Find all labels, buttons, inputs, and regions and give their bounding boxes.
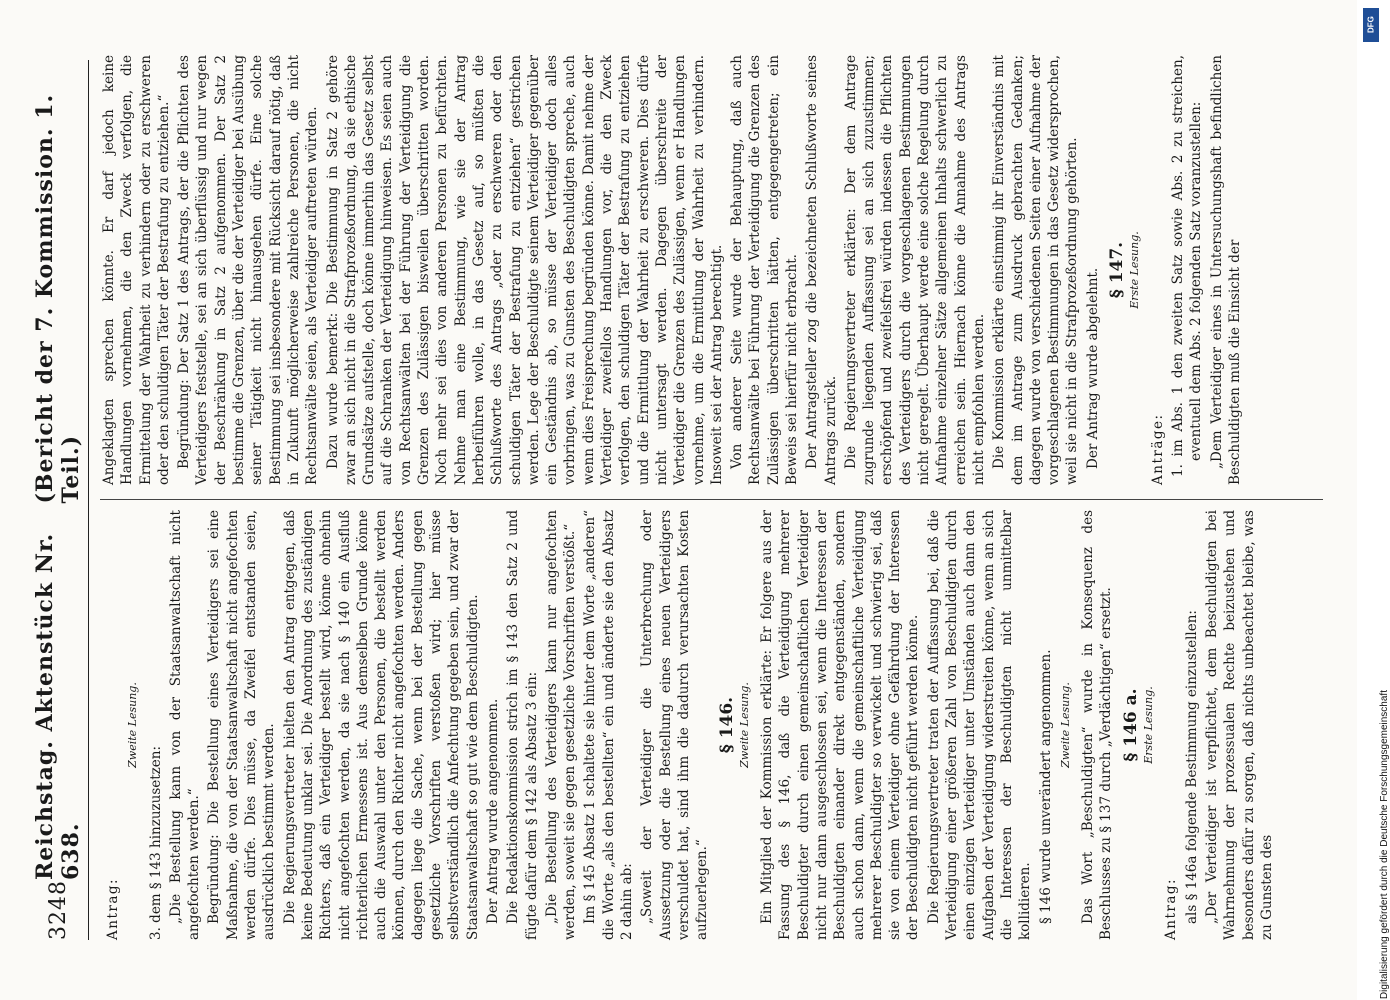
paragraph: Die Regierungsvertreter traten der Auffassung bei, daß die Verteidigung einer größeren Zahl von Beschuldigten durch einen einzigen Verteidiger unter Umständen auch dann den Aufgaben der Verteidigung widerstreiten könne, wenn an sich die Interessen der Beschuldigten nicht unmittelbar kollidieren. xyxy=(925,510,1034,940)
quoted-paragraph: „Soweit der Verteidiger die Unterbrechung oder Aussetzung oder die Bestellung eines neuen Verteidigers verschuldet hat, sind ihm die dadurch verursachten Kosten aufzuerlegen.“ xyxy=(639,510,711,940)
quoted-paragraph: „Die Bestellung des Verteidigers kann nur angefochten werden, soweit sie gegen gesetzliche Vorschriften verstößt.“ xyxy=(543,510,579,940)
column-divider xyxy=(100,499,1323,500)
paragraph: § 146 wurde unverändert angenommen. xyxy=(1037,649,1054,924)
paragraph: Von anderer Seite wurde der Behauptung, daß auch Rechtsanwälte bei Führung der Verteidigung die Grenzen des Zulässigen überschritten hätten, entgegengetreten; ein Beweis sei hierfür nicht erbracht. xyxy=(729,55,800,485)
dfg-logo: DFG xyxy=(1363,8,1379,42)
reading-label: Erste Lesung. xyxy=(1128,231,1142,309)
antraege-label: Anträge: xyxy=(1149,413,1166,485)
paragraph: Begründung: Die Bestellung eines Verteidigers sei eine Maßnahme, die von der Staatsanwaltschaft nicht angefochten werden dürfe. Dies müsse, da Zweifel entstanden seien, ausdrücklich bestimmt werden. xyxy=(206,510,278,940)
section-heading: § 146. xyxy=(716,696,737,754)
paragraph: Dazu wurde bemerkt: Die Bestimmung in Satz 2 gehöre zwar an sich nicht in die Strafprozeßordnung, da sie ethische Grundsätze aufstelle, doch könne immerhin das Gesetz selbst auf die Schranken der Verteidigung hinweisen. Es seien auch von Rechtsanwälten bei der Führung der Verteidigung die Grenzen des Zulässigen bisweilen überschritten worden. Noch mehr sei dies von anderen Personen zu befürchten. Nehme man eine Bestimmung, wie sie der Antrag herbeiführen wolle, in das Gesetz auf, so müßten die Schlußworte des Antrags „oder zu erschweren oder den schuldigen Täter der Bestrafung zu entziehen“ gestrichen werden. Lege der Beschuldigte seinem Verteidiger gegenüber ein Geständnis ab, so müsse der Verteidiger doch alles vorbringen, was zu Gunsten des Beschuldigten spreche, auch wenn dies Freisprechung begründen könne. Damit nehme der Verteidiger zweifellos Handlungen vor, die den Zweck verfolgen, den schuldigen Täter der Bestrafung zu entziehen und die Ermittlung der Wahrheit zu erschweren. Dies dürfe nicht untersagt werden. Dagegen überschreite der Verteidiger die Grenzen des Zulässigen, wenn er Handlungen vornehme, um die Ermittlung der Wahrheit zu verhindern. Insoweit sei der Antrag berechtigt. xyxy=(324,55,725,485)
section-heading: § 147. xyxy=(1107,241,1128,299)
reading-label: Zweite Lesung. xyxy=(126,682,140,768)
paragraph: Die Regierungsvertreter erklärten: Der dem Antrage zugrunde liegenden Auffassung sei an sich zuzustimmen; erschöpfend und zweifelsfrei würden indessen die Pflichten des Verteidigers durch die vorgeschlagenen Bestimmungen nicht geregelt. Überhaupt werde eine solche Regelung durch Aufnahme einzelner Sätze allgemeinen Inhalts schwerlich zu erreichen sein. Hiernach könne die Annahme des Antrags nicht empfohlen werden. xyxy=(842,55,987,485)
paragraph: Begründung: Der Satz 1 des Antrags, der die Pflichten des Verteidigers feststelle, sei an sich überflüssig und nur wegen der Beschränkung in Satz 2 aufgenommen. Der Satz 2 bestimme die Grenzen, über die der Verteidiger bei Ausübung seiner Tätigkeit nicht hinausgehen dürfe. Eine solche Bestimmung sei insbesondere mit Rücksicht darauf nötig, daß in Zukunft möglicherweise zahlreiche Personen, die nicht Rechtsanwälte seien, als Verteidiger auftreten würden. xyxy=(176,55,321,485)
right-column xyxy=(100,55,1333,485)
paragraph: Die Kommission erklärte einstimmig ihr Einverständnis mit dem im Antrage zum Ausdruck gebrachten Gedanken; dagegen wurde von verschiedenen Seiten einer Aufnahme der vorgeschlagenen Bestimmungen in das Gesetz widersprochen, weil sie nicht in die Strafprozeßordnung gehörten. xyxy=(991,55,1081,485)
sponsor-strip xyxy=(1357,0,1390,1000)
quoted-paragraph: „Die Bestellung kann von der Staatsanwaltschaft nicht angefochten werden.“ xyxy=(167,510,203,940)
antrag-label: Antrag: xyxy=(105,877,121,940)
page-header xyxy=(28,60,89,940)
paragraph: Die Regierungsvertreter hielten den Antrag entgegen, daß keine Bedeutung unklar sei. Die Anordnung des zuständigen Richters, daß ein Verteidiger bestellt wird, könne ohnehin nicht angefochten werden, da sie nach § 140 ein Ausfluß richterlichen Ermessens ist. Aus demselben Grunde könne auch die Auswahl unter den Personen, die bestellt werden können, durch den Richter nicht angefochten werden. Anders dagegen liege die Sache, wenn bei der Bestellung gegen gesetzliche Vorschriften verstoßen wird; hier müsse selbstverständlich die Anfechtung gegeben sein, und zwar der Staatsanwaltschaft so gut wie dem Beschuldigten. xyxy=(281,510,481,940)
section-heading: § 146 a. xyxy=(1120,688,1141,762)
paragraph: Das Wort „Beschuldigten“ wurde in Konsequenz des Beschlusses zu § 137 durch „Verdächtigen“ ersetzt. xyxy=(1080,510,1115,940)
digitization-note: Digitalisierung gefördert durch die Deutsche Forschungsgemeinschaft xyxy=(1379,690,1390,1000)
reading-label: Zweite Lesung. xyxy=(737,682,751,768)
reading-label: Zweite Lesung. xyxy=(1058,682,1072,768)
paragraph: Angeklagten sprechen könnte. Er darf jedoch keine Handlungen vornehmen, die den Zweck verfolgen, die Ermittelung der Wahrheit zu verhindern oder zu erschweren oder den schuldigen Täter der Bestrafung zu entziehen.“ xyxy=(101,55,172,485)
page-number: 3248 xyxy=(45,880,71,940)
paragraph: 3. dem § 143 hinzuzusetzen: xyxy=(147,745,164,940)
reading-label: Erste Lesung. xyxy=(1142,686,1156,764)
header-left-title: Reichstag. Aktenstück Nr. 638. xyxy=(32,532,84,880)
list-item: 1. im Abs. 1 den zweiten Satz sowie Abs. 2 zu streichen, eventuell dem Abs. 2 folgenden Satz voranzustellen: xyxy=(1169,55,1205,477)
paragraph: Die Redaktionskommission strich im § 143 den Satz 2 und fügte dafür dem § 142 als Absatz 3 ein: xyxy=(505,510,540,940)
antrag-label: Antrag: xyxy=(1163,877,1180,940)
paragraph: Der Antragsteller zog die bezeichneten Schlußworte seines Antrags zurück. xyxy=(804,55,839,485)
quoted-paragraph: „Dem Verteidiger eines in Untersuchungshaft befindlichen Beschuldigten muß die Einsicht der xyxy=(1208,55,1243,485)
paragraph: als § 146a folgende Bestimmung einzustellen: xyxy=(1183,610,1200,924)
paragraph: Ein Mitglied der Kommission erklärte: Er folgere aus der Fassung des § 146, daß die Verteidigung mehrerer Beschuldigter durch einen gemeinschaftlichen Verteidiger nicht nur dann ausgeschlossen sei, wenn die Interessen der Beschuldigten einander direkt entgegenständen, sondern auch schon dann, wenn die gemeinschaftliche Verteidigung mehrerer Beschuldigter so verwickelt und schwierig sei, daß sie von einem Verteidiger ohne Gefährdung der Interessen der Beschuldigten nicht geführt werden könne. xyxy=(759,510,922,940)
left-column xyxy=(100,510,1333,940)
header-right-title: (Bericht der 7. Kommission. 1. Teil.) xyxy=(32,93,84,504)
paragraph: Im § 145 Absatz 1 schaltete sie hinter dem Worte „anderen“ die Worte „als den bestellten“ ein und änderte sie den Absatz 2 dahin ab: xyxy=(582,510,636,940)
paragraph: Der Antrag wurde angenommen. xyxy=(484,698,501,924)
paragraph: Der Antrag wurde abgelehnt. xyxy=(1084,267,1101,469)
quoted-paragraph: „Der Verteidiger ist verpflichtet, dem Beschuldigten bei Wahrnehmung der prozessualen Rechte beizustehen und besonders dafür zu sorgen, daß nichts unbeachtet bleibe, was zu Gunsten des xyxy=(1203,510,1275,940)
